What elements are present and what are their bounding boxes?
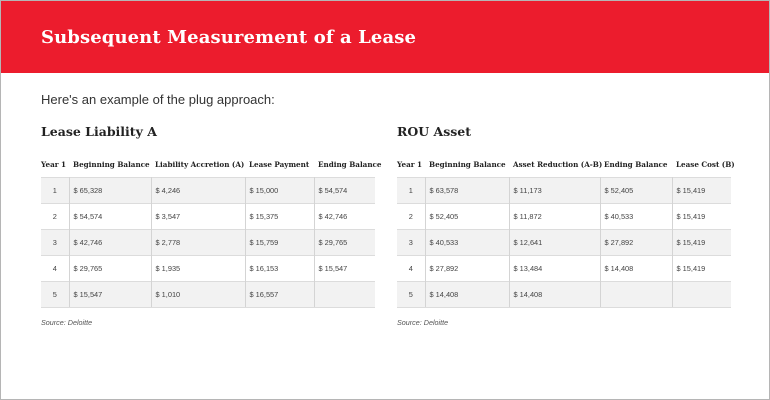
table-cell: 4 [41, 256, 69, 282]
lease-liability-table [41, 151, 382, 308]
table-cell: $ 40,533 [600, 204, 672, 230]
column-header: Lease Cost (B) [676, 159, 735, 169]
table-header-row [41, 151, 375, 178]
column-header: Beginning Balance [429, 159, 506, 169]
table-cell: $ 15,759 [245, 230, 314, 256]
table-row [41, 230, 375, 256]
table-row [41, 282, 375, 308]
column-header: Year 1 [397, 159, 423, 169]
page-title: Subsequent Measurement of a Lease [41, 26, 417, 48]
table-cell: $ 11,872 [509, 204, 600, 230]
table-row [41, 256, 375, 282]
table-cell: $ 3,547 [151, 204, 245, 230]
table-cell: 5 [397, 282, 425, 308]
table-row [397, 282, 731, 308]
table-row [41, 204, 375, 230]
table-cell [672, 282, 731, 308]
rou-asset-title: ROU Asset [397, 124, 472, 139]
table-cell: $ 12,641 [509, 230, 600, 256]
table-cell: $ 52,405 [600, 178, 672, 204]
table-cell: $ 40,533 [425, 230, 509, 256]
table-cell: $ 42,746 [314, 204, 375, 230]
table-cell: $ 54,574 [69, 204, 151, 230]
table-cell: $ 15,547 [69, 282, 151, 308]
table-cell: $ 54,574 [314, 178, 375, 204]
table-cell: 1 [397, 178, 425, 204]
column-header: Asset Reduction (A-B) [513, 159, 603, 169]
table-cell: $ 15,419 [672, 178, 731, 204]
table-cell: $ 29,765 [314, 230, 375, 256]
table-cell: $ 16,153 [245, 256, 314, 282]
table-cell: 5 [41, 282, 69, 308]
table-cell: $ 15,419 [672, 256, 731, 282]
table-cell: 2 [397, 204, 425, 230]
table-cell: $ 4,246 [151, 178, 245, 204]
column-header: Ending Balance [318, 159, 382, 169]
column-header: Liability Accretion (A) [155, 159, 245, 169]
table-cell: $ 16,557 [245, 282, 314, 308]
column-header: Beginning Balance [73, 159, 150, 169]
table-cell: $ 42,746 [69, 230, 151, 256]
table-cell: $ 27,892 [425, 256, 509, 282]
rou-asset-table [397, 151, 735, 308]
table-cell: $ 2,778 [151, 230, 245, 256]
table-cell: $ 15,419 [672, 204, 731, 230]
intro-text: Here's an example of the plug approach: [41, 92, 275, 107]
table-cell: $ 11,173 [509, 178, 600, 204]
table-row [41, 178, 375, 204]
table-cell: $ 15,419 [672, 230, 731, 256]
column-header: Ending Balance [604, 159, 668, 169]
table-row [397, 230, 731, 256]
column-header: Year 1 [41, 159, 67, 169]
source-note: Source: Deloitte [41, 318, 93, 327]
rou-asset-section [397, 124, 735, 327]
table-cell: $ 13,484 [509, 256, 600, 282]
table-row [397, 204, 731, 230]
table-cell: $ 65,328 [69, 178, 151, 204]
lease-liability-section [41, 124, 382, 327]
table-cell: $ 14,408 [425, 282, 509, 308]
table-cell: 3 [41, 230, 69, 256]
table-cell: 3 [397, 230, 425, 256]
table-cell: 2 [41, 204, 69, 230]
lease-liability-title: Lease Liability A [41, 124, 157, 139]
table-row [397, 256, 731, 282]
header-banner [1, 1, 769, 73]
table-cell: $ 14,408 [600, 256, 672, 282]
table-cell: $ 63,578 [425, 178, 509, 204]
table-cell: $ 27,892 [600, 230, 672, 256]
table-cell [314, 282, 375, 308]
table-cell: 1 [41, 178, 69, 204]
table-cell: $ 14,408 [509, 282, 600, 308]
table-cell: $ 1,010 [151, 282, 245, 308]
source-note: Source: Deloitte [397, 318, 449, 327]
table-cell: 4 [397, 256, 425, 282]
table-cell: $ 15,375 [245, 204, 314, 230]
table-cell: $ 29,765 [69, 256, 151, 282]
table-cell: $ 52,405 [425, 204, 509, 230]
table-row [397, 178, 731, 204]
table-cell: $ 15,000 [245, 178, 314, 204]
table-cell: $ 15,547 [314, 256, 375, 282]
table-header-row [397, 151, 731, 178]
table-cell: $ 1,935 [151, 256, 245, 282]
table-cell [600, 282, 672, 308]
column-header: Lease Payment [249, 159, 310, 169]
